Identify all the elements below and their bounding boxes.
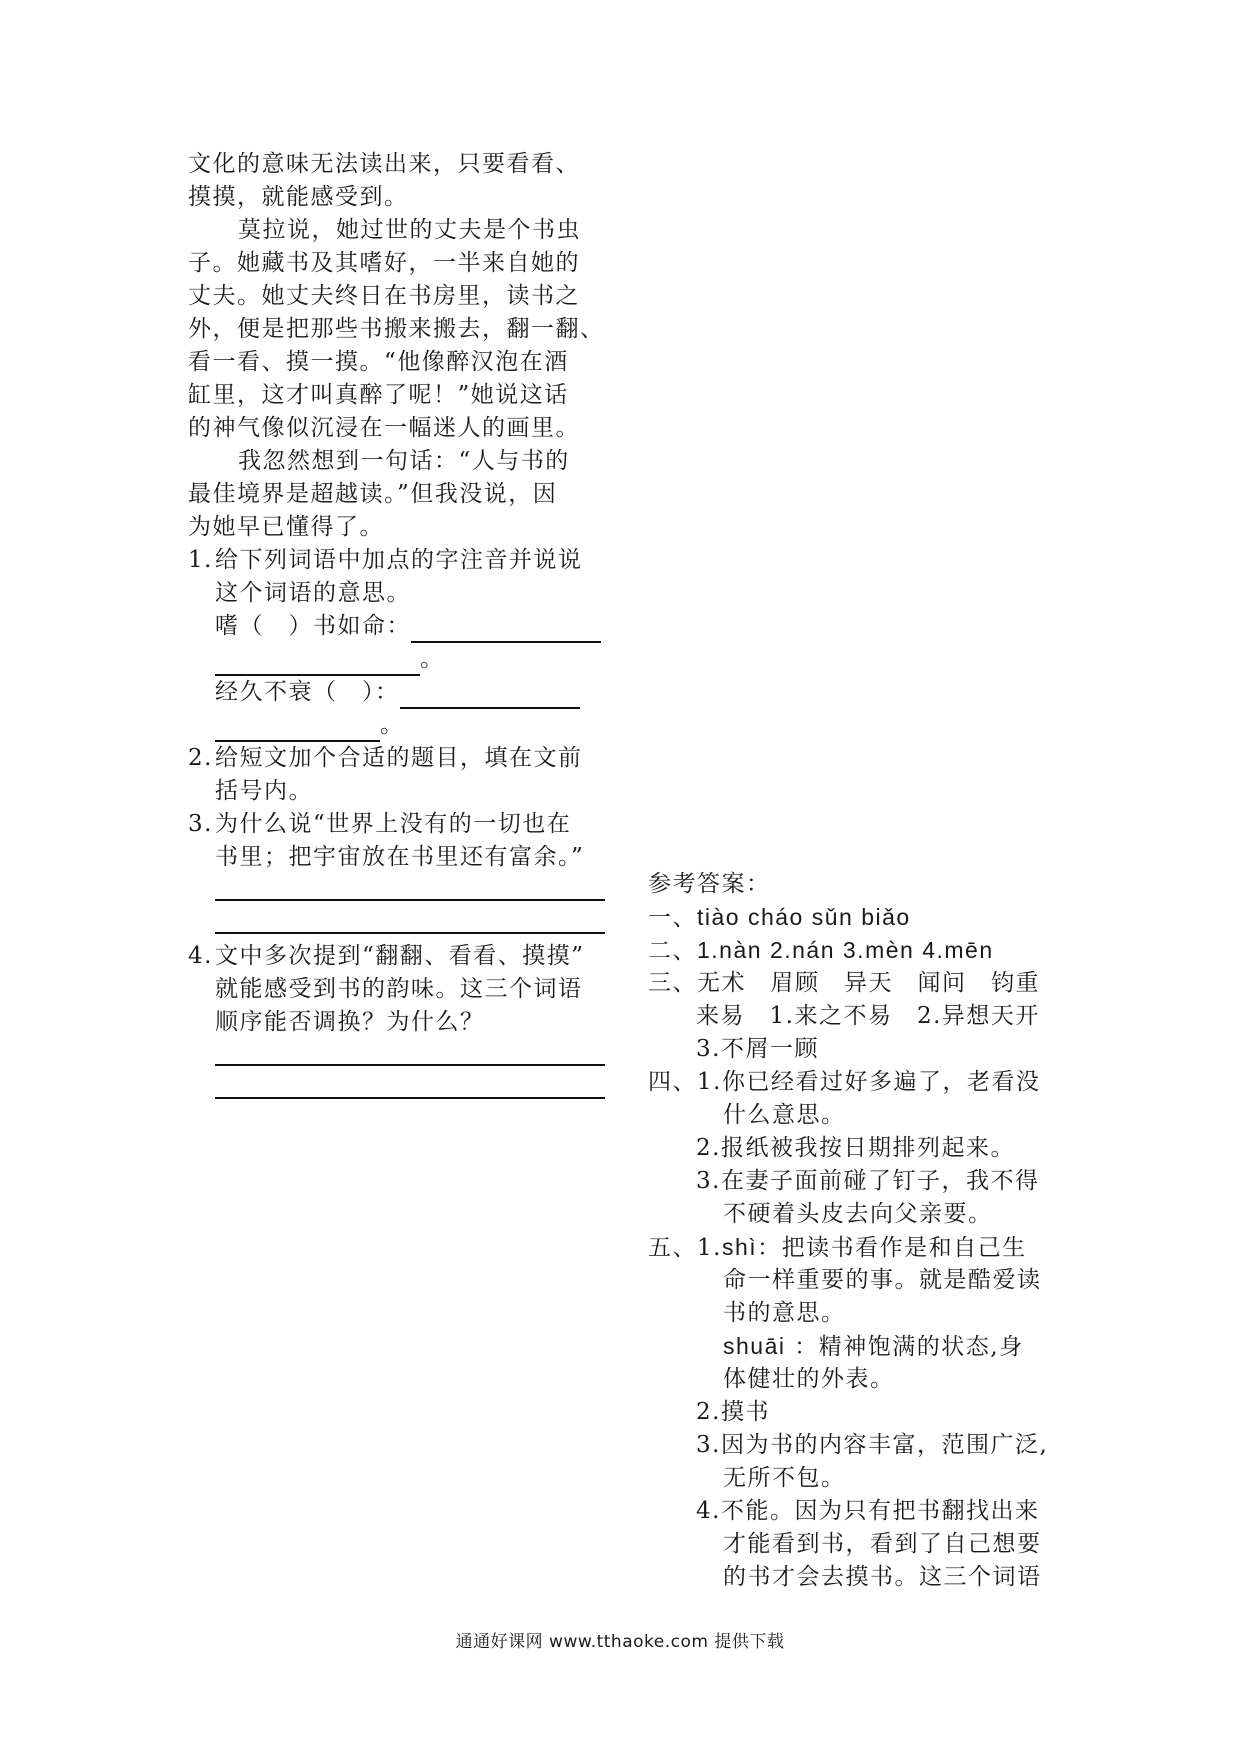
answer-label: 四、	[648, 1069, 697, 1095]
question-text: 给短文加个合适的题目，填在文前	[215, 745, 583, 771]
answer-text: 的书才会去摸书。这三个词语	[723, 1564, 1042, 1590]
answer-blank[interactable]	[215, 652, 420, 676]
question-text: 括号内。	[215, 778, 313, 804]
question-text: 书里；把宇宙放在书里还有富余。”	[215, 844, 585, 870]
passage-line: 丈夫。她丈夫终日在书房里，读书之	[188, 283, 580, 309]
answer-text: 3.在妻子面前碰了钉子，我不得	[696, 1168, 1040, 1194]
answer-text: 3.因为书的内容丰富，范围广泛,	[696, 1432, 1049, 1458]
pinyin-text: shì	[721, 1234, 758, 1260]
q1-item-1-label: 嗜（ ）书如命：	[215, 613, 411, 639]
question-text: 为什么说“世界上没有的一切也在	[215, 811, 572, 837]
answer-line[interactable]	[188, 1039, 608, 1072]
pinyin-text: shuāi	[723, 1333, 786, 1359]
answer-blank[interactable]	[215, 718, 380, 742]
question-number: 2.	[188, 745, 213, 771]
answer-label: 二、	[648, 938, 697, 964]
answer-text: 3.不屑一顾	[696, 1036, 819, 1062]
answer-text: 不硬着头皮去向父亲要。	[723, 1201, 993, 1227]
answer-4	[648, 1066, 1068, 1099]
answer-text: 2.摸书	[696, 1399, 770, 1425]
passage-line: 我忽然想到一句话：“人与书的	[238, 448, 570, 474]
q1-item-2	[188, 676, 608, 709]
answer-label: 三、	[648, 970, 697, 996]
question-text: 给下列词语中加点的字注音并说说	[215, 547, 583, 573]
passage-line: 缸里，这才叫真醉了呢！”她说这话	[188, 382, 569, 408]
answer-blank[interactable]	[400, 685, 580, 709]
q1-item-2-label: 经久不衰（ ）：	[215, 679, 400, 705]
answer-label: 一、	[648, 905, 697, 931]
answer-label: 五、	[648, 1235, 697, 1261]
answer-text: ：把读书看作是和自己生	[757, 1235, 1027, 1261]
passage-line: 最佳境界是超越读。”但我没说，因	[188, 481, 558, 507]
period: 。	[380, 712, 405, 738]
answer-line[interactable]	[188, 1072, 608, 1105]
question-2	[188, 742, 608, 775]
answer-text: 才能看到书，看到了自己想要	[723, 1531, 1042, 1557]
question-text: 文中多次提到“翻翻、看看、摸摸”	[215, 943, 585, 969]
passage-line: 看一看、摸一摸。“他像醉汉泡在酒	[188, 349, 569, 375]
q1-item-2-cont	[188, 709, 608, 742]
answer-text: 1.nàn 2.nán 3.mèn 4.mēn	[697, 937, 994, 963]
answer-text: 无所不包。	[723, 1465, 846, 1491]
question-number: 4.	[188, 943, 213, 969]
answer-text: 4.不能。因为只有把书翻找出来	[696, 1498, 1040, 1524]
passage-line: 为她早已懂得了。	[188, 514, 384, 540]
answer-2	[648, 934, 1068, 967]
passage-line: 外，便是把那些书搬来搬去，翻一翻、	[188, 316, 605, 342]
answer-text: tiào cháo sǔn biǎo	[697, 904, 911, 930]
answer-blank[interactable]	[411, 619, 601, 643]
answer-text: 体健壮的外表。	[723, 1366, 895, 1392]
answer-text: ：精神饱满的状态,身	[785, 1334, 1024, 1360]
answer-key-column	[648, 868, 1068, 1594]
answer-key-title: 参考答案：	[648, 871, 771, 897]
passage-column	[188, 148, 608, 1105]
question-3	[188, 808, 608, 841]
answer-1	[648, 901, 1068, 934]
answer-line[interactable]	[188, 874, 608, 907]
question-number: 1.	[188, 547, 213, 573]
passage-line: 的神气像似沉浸在一幅迷人的画里。	[188, 415, 580, 441]
footer-credit: 通通好课网 www.tthaoke.com 提供下载	[455, 1632, 785, 1652]
answer-text: 命一样重要的事。就是酷爱读	[723, 1267, 1042, 1293]
q1-item-1-cont	[188, 643, 608, 676]
answer-text: 来易 1.来之不易 2.异想天开	[696, 1003, 1040, 1029]
answer-text: 什么意思。	[723, 1102, 846, 1128]
answer-text: 1.	[697, 1235, 722, 1261]
question-text: 就能感受到书的韵味。这三个词语	[215, 976, 583, 1002]
answer-line[interactable]	[188, 907, 608, 940]
passage-line: 文化的意味无法读出来，只要看看、	[188, 151, 580, 177]
question-4	[188, 940, 608, 973]
question-number: 3.	[188, 811, 213, 837]
answer-3	[648, 967, 1068, 1000]
answer-text: 书的意思。	[723, 1300, 846, 1326]
passage-line: 摸摸，就能感受到。	[188, 184, 409, 210]
answer-line-pinyin	[648, 1330, 1068, 1363]
q1-item-1	[188, 610, 608, 643]
answer-text: 2.报纸被我按日期排列起来。	[696, 1135, 1015, 1161]
answer-5	[648, 1231, 1068, 1264]
question-text: 顺序能否调换？为什么？	[215, 1009, 485, 1035]
passage-line: 莫拉说，她过世的丈夫是个书虫	[238, 217, 581, 243]
answer-text: 无术 眉顾 异天 闻问 钧重	[697, 970, 1040, 996]
answer-text: 1.你已经看过好多遍了，老看没	[697, 1069, 1041, 1095]
passage-line: 子。她藏书及其嗜好，一半来自她的	[188, 250, 580, 276]
question-1	[188, 544, 608, 577]
period: 。	[420, 646, 445, 672]
question-text: 这个词语的意思。	[215, 580, 411, 606]
